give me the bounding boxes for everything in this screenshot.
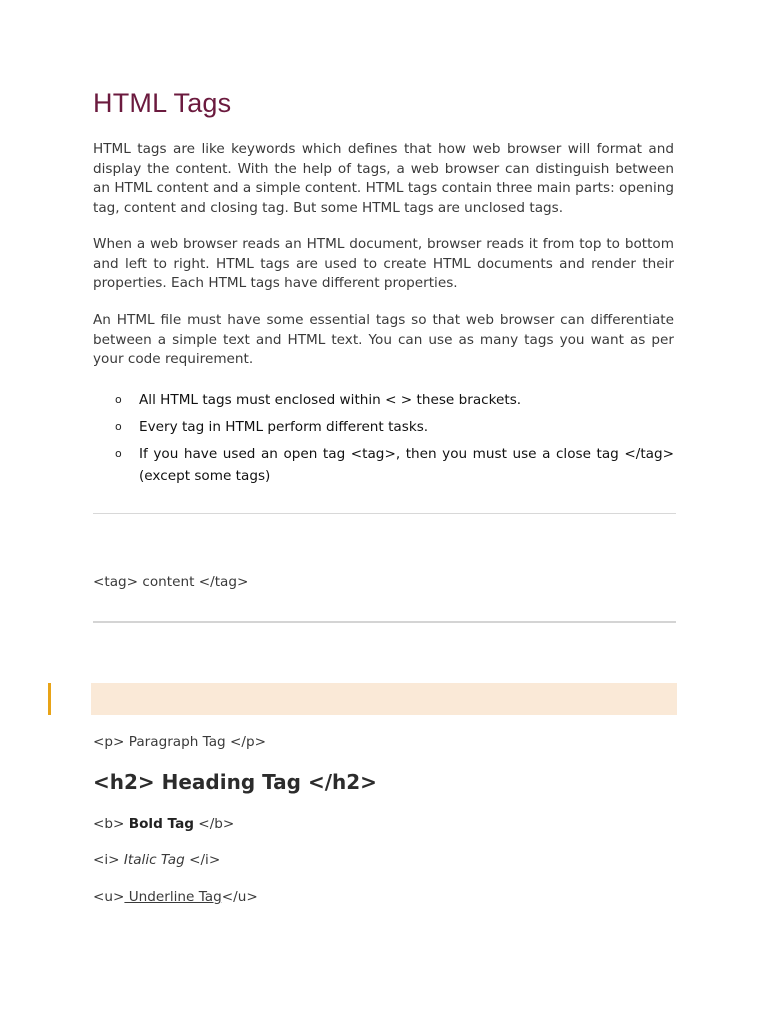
bullet-marker-icon: o xyxy=(115,447,122,460)
underline-tag-example xyxy=(93,889,258,905)
bold-text: Bold Tag xyxy=(128,816,194,832)
list-item xyxy=(115,443,674,487)
paragraph-tag-example: <p> Paragraph Tag </p> xyxy=(93,734,267,750)
intro-paragraph: HTML tags are like keywords which defines that how web browser will format and display the content. With the help of tags, a web browser can distinguish between an HTML content and a simple content. HTML tags contain three main parts: opening tag, content and closing tag. But some HTML tags are unclosed tags. xyxy=(93,141,674,216)
heading-tag-example: <h2> Heading Tag </h2> xyxy=(93,770,377,794)
reading-order-paragraph: When a web browser reads an HTML document, browser reads it from top to bottom and left to right. HTML tags are used to create HTML documents and render their properties. Each HTML tags have different properties. xyxy=(93,236,674,291)
list-item xyxy=(115,389,674,411)
rules-list xyxy=(115,389,674,492)
page-title: HTML Tags xyxy=(93,88,232,118)
syntax-example: <tag> content </tag> xyxy=(93,574,249,590)
italic-close-tag: </i> xyxy=(184,852,221,868)
underline-text: Underline Tag xyxy=(124,889,222,905)
bullet-marker-icon: o xyxy=(115,420,122,433)
italic-open-tag: <i> xyxy=(93,852,124,868)
list-item-text: Every tag in HTML perform different tasks. xyxy=(139,419,429,435)
bold-open-tag: <b> xyxy=(93,816,129,832)
bullet-marker-icon: o xyxy=(115,393,122,406)
list-item-text: If you have used an open tag <tag>, then you must use a close tag </tag> (except some tags) xyxy=(139,446,674,484)
italic-text: Italic Tag xyxy=(123,852,185,868)
italic-tag-example xyxy=(93,852,220,868)
list-item-text: All HTML tags must enclosed within < > these brackets. xyxy=(139,392,522,408)
accent-bar xyxy=(48,683,51,715)
bold-tag-example xyxy=(93,816,234,832)
example-banner xyxy=(91,683,677,715)
bold-close-tag: </b> xyxy=(193,816,235,832)
essential-tags-paragraph: An HTML file must have some essential tags so that web browser can differentiate between a simple text and HTML text. You can use as many tags you want as per your code requirement. xyxy=(93,312,674,367)
underline-close-tag: </u> xyxy=(221,889,258,905)
divider-top xyxy=(93,513,676,514)
list-item xyxy=(115,416,674,438)
underline-open-tag: <u> xyxy=(93,889,125,905)
divider-bottom xyxy=(93,621,676,623)
